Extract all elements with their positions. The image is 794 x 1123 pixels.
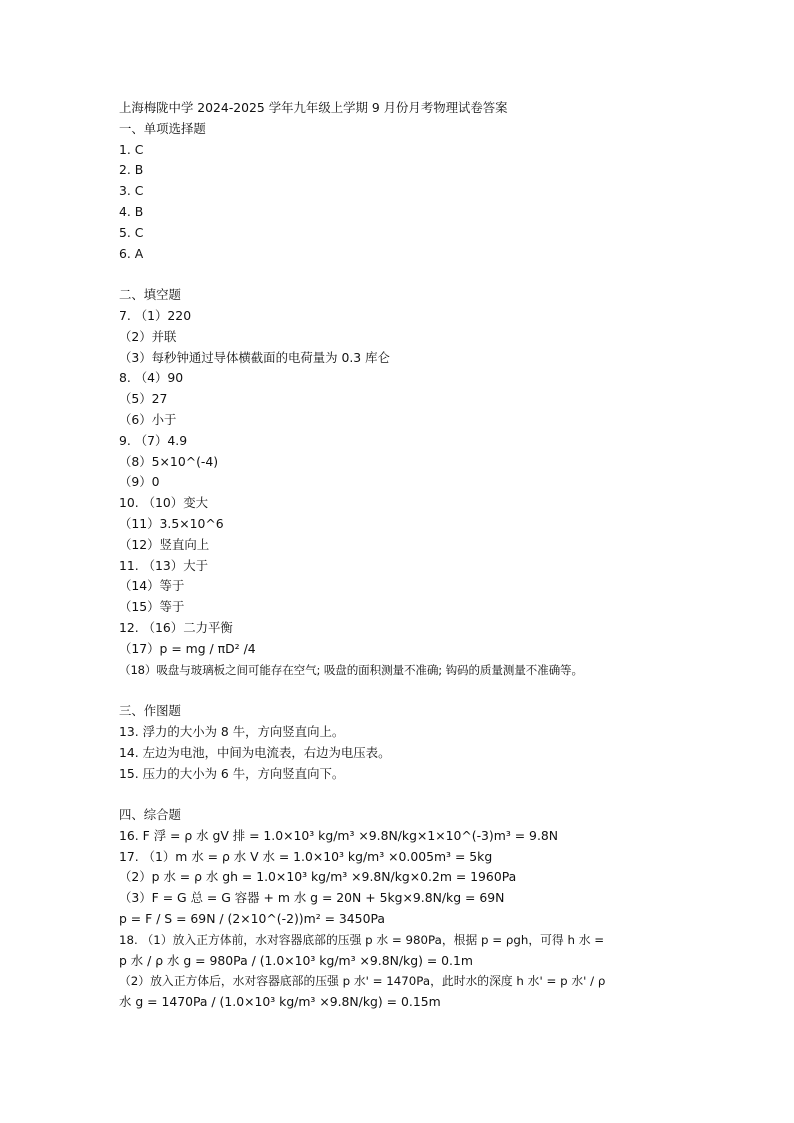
section-heading-drawing: 三、作图题 bbox=[119, 703, 181, 719]
spacer bbox=[119, 680, 759, 701]
answer-line: 8. （4）90 bbox=[119, 370, 184, 386]
answer-line: （12）竖直向上 bbox=[119, 536, 210, 552]
answer-line: 3. C bbox=[119, 183, 144, 199]
answer-line: （11）3.5×10^6 bbox=[119, 515, 224, 531]
answer-line: 6. A bbox=[119, 245, 144, 261]
answer-line: 13. 浮力的大小为 8 牛，方向竖直向上。 bbox=[119, 723, 345, 739]
document-title: 上海梅陇中学 2024-2025 学年九年级上学期 9 月份月考物理试卷答案 bbox=[119, 100, 508, 115]
answer-line: p = F / S = 69N / (2×10^(-2))m² = 3450Pa bbox=[119, 911, 385, 927]
section-heading-comprehensive: 四、综合题 bbox=[119, 807, 181, 823]
answer-line: p 水 / ρ 水 g = 980Pa / (1.0×10³ kg/m³ ×9.8N/kg) = 0.1m bbox=[119, 952, 473, 968]
answer-line: （2）放入正方体后，水对容器底部的压强 p 水' = 1470Pa，此时水的深度 h 水' = p 水' / ρ bbox=[119, 974, 606, 989]
answer-line: 7. （1）220 bbox=[119, 307, 192, 323]
section-heading-choice: 一、单项选择题 bbox=[119, 120, 206, 136]
answer-line: （17）p = mg / πD² /4 bbox=[119, 640, 256, 656]
answer-line: 12. （16）二力平衡 bbox=[119, 619, 233, 635]
spacer bbox=[119, 264, 759, 285]
answer-line: （3）F = G 总 = G 容器 + m 水 g = 20N + 5kg×9.8N/kg = 69N bbox=[119, 890, 505, 906]
answer-line: （2）并联 bbox=[119, 328, 177, 344]
answer-line: 水 g = 1470Pa / (1.0×10³ kg/m³ ×9.8N/kg) = 0.15m bbox=[119, 994, 441, 1010]
answer-line: （14）等于 bbox=[119, 578, 185, 594]
answer-line: （3）每秒钟通过导体横截面的电荷量为 0.3 库仑 bbox=[119, 349, 390, 365]
answer-line: （5）27 bbox=[119, 391, 168, 407]
answer-line: 15. 压力的大小为 6 牛，方向竖直向下。 bbox=[119, 765, 345, 781]
answer-line: 2. B bbox=[119, 162, 144, 178]
answer-line: 11. （13）大于 bbox=[119, 557, 208, 573]
section-heading-fill: 二、填空题 bbox=[119, 287, 181, 303]
answer-line: （6）小于 bbox=[119, 411, 177, 427]
answer-line: 10. （10）变大 bbox=[119, 495, 208, 511]
answer-line: 16. F 浮 = ρ 水 gV 排 = 1.0×10³ kg/m³ ×9.8N/kg×1×10^(-3)m³ = 9.8N bbox=[119, 827, 559, 843]
answer-line: 4. B bbox=[119, 203, 144, 219]
answer-line: 17. （1）m 水 = ρ 水 V 水 = 1.0×10³ kg/m³ ×0.005m³ = 5kg bbox=[119, 848, 493, 864]
answer-line: （8）5×10^(-4) bbox=[119, 453, 219, 469]
spacer bbox=[119, 784, 759, 805]
answer-line: 9. （7）4.9 bbox=[119, 432, 188, 448]
answer-line: 1. C bbox=[119, 141, 144, 157]
answer-document bbox=[119, 98, 759, 1013]
answer-line: （9）0 bbox=[119, 474, 160, 490]
answer-line: （18）吸盘与玻璃板之间可能存在空气; 吸盘的面积测量不准确; 钩码的质量测量不准确等。 bbox=[119, 662, 583, 677]
answer-line: 18. （1）放入正方体前，水对容器底部的压强 p 水 = 980Pa，根据 p = ρgh，可得 h 水 = bbox=[119, 932, 605, 947]
answer-line: （2）p 水 = ρ 水 gh = 1.0×10³ kg/m³ ×9.8N/kg×0.2m = 1960Pa bbox=[119, 869, 517, 885]
answer-line: 5. C bbox=[119, 224, 144, 240]
answer-line: （15）等于 bbox=[119, 599, 185, 615]
answer-line: 14. 左边为电池，中间为电流表，右边为电压表。 bbox=[119, 744, 391, 760]
